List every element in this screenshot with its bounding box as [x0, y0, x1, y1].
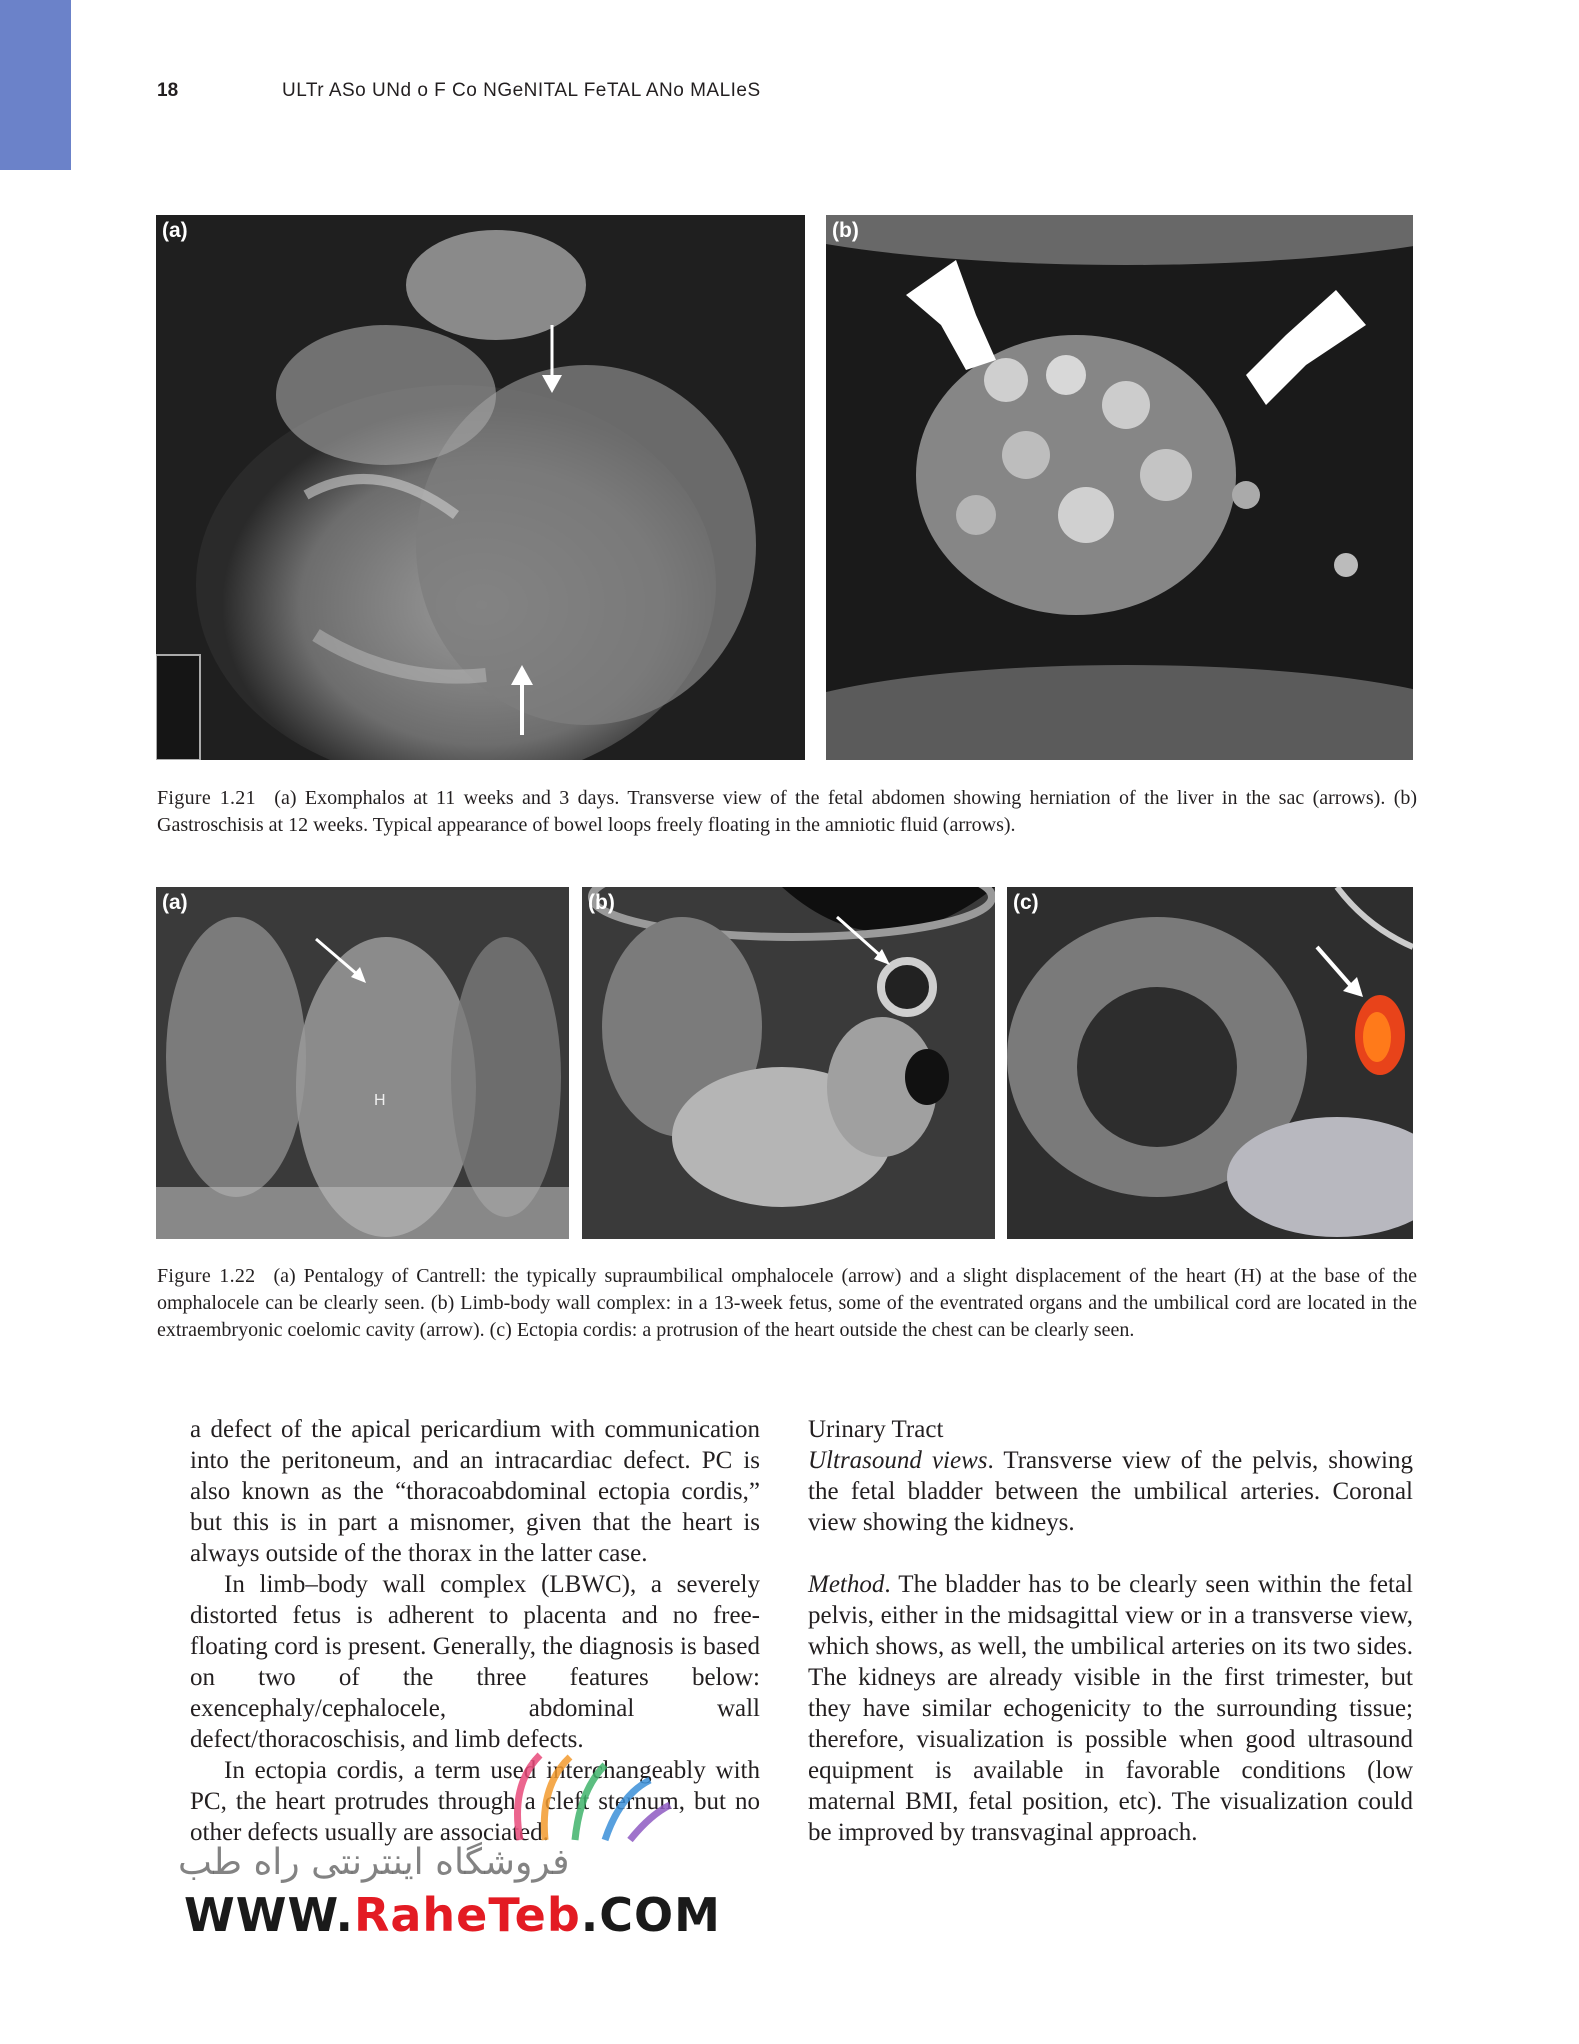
- watermark-url-suffix: .COM: [580, 1888, 721, 1942]
- panel-label: (a): [162, 219, 188, 242]
- heart-label: H: [374, 1092, 386, 1109]
- page-number: 18: [157, 80, 179, 101]
- paragraph: a defect of the apical pericardium with communication into the peritoneum, and an intracardiac defect. PC is also known as the “thoracoabdominal ectopia cordis,” but this is in part a misnomer, given that the heart is always outside of the thorax in the latter case.: [190, 1416, 760, 1567]
- paragraph: [808, 1445, 1413, 1538]
- chapter-tab: [0, 0, 71, 170]
- figure-label: Figure 1.21: [157, 787, 256, 809]
- run-in-heading: Method: [808, 1571, 885, 1598]
- watermark-url-prefix: WWW.: [184, 1888, 354, 1942]
- section-heading: Urinary Tract: [808, 1416, 944, 1443]
- paragraph-text: . Transverse view of the pelvis, showing the fetal bladder between the umbilical arteries. Coronal view showing the kidneys.: [808, 1447, 1414, 1536]
- paragraph: [808, 1569, 1413, 1848]
- right-column: [808, 1414, 1413, 1848]
- figure-1-22c-image: [1007, 887, 1413, 1239]
- figure-1-22a-image: [156, 887, 569, 1239]
- running-head: ULTr ASo UNd o F Co NGeNITAL FeTAL ANo MALIeS: [282, 80, 761, 101]
- watermark-persian: فروشگاه اینترنتی راه طب: [178, 1842, 570, 1883]
- panel-label: (b): [832, 219, 859, 242]
- watermark-url: [184, 1888, 721, 1942]
- caption-text: (a) Pentalogy of Cantrell: the typically supraumbilical omphalocele (arrow) and a slight displacement of the heart (H) at the base of the omphalocele can be clearly seen. (b) Limb-body wall complex: in a 13-week fetus, some of the eventrated organs and the umbilical cord are located in the extraembryonic coelomic cavity (arrow). (c) Ectopia cordis: a protrusion of the heart outside the chest can be clearly seen.: [157, 1265, 1417, 1341]
- panel-label: (b): [588, 891, 615, 914]
- paragraph-text: . The bladder has to be clearly seen within the fetal pelvis, either in the midsagittal view or in a transverse view, which shows, as well, the umbilical arteries on its two sides. The kidneys are already visible in the first trimester, but they have similar echogenicity to the surrounding tissue; therefore, visualization is possible when good ultrasound equipment is available in favorable conditions (low maternal BMI, fetal position, etc). The visualization could be improved by transvaginal approach.: [808, 1571, 1413, 1846]
- watermark-logo: [500, 1745, 675, 1845]
- watermark-url-brand: RaheTeb: [353, 1888, 581, 1942]
- panel-label: (c): [1013, 891, 1039, 914]
- run-in-heading: Ultrasound views: [808, 1447, 988, 1474]
- figure-1-21-caption: [157, 785, 1417, 839]
- figure-1-22-caption: [157, 1263, 1417, 1344]
- figure-1-21b-image: [826, 215, 1413, 760]
- panel-label: (a): [162, 891, 188, 914]
- figure-label: Figure 1.22: [157, 1265, 256, 1287]
- figure-1-22b-image: [582, 887, 995, 1239]
- paragraph: In limb–body wall complex (LBWC), a severely distorted fetus is adherent to placenta and no free-floating cord is present. Generally, the diagnosis is based on two of the three features below: exencephaly/cephalocele, abdominal wall defect/thoracoschisis, and limb defects.: [190, 1571, 760, 1753]
- caption-text: (a) Exomphalos at 11 weeks and 3 days. Transverse view of the fetal abdomen showing herniation of the liver in the sac (arrows). (b) Gastroschisis at 12 weeks. Typical appearance of bowel loops freely floating in the amniotic fluid (arrows).: [157, 787, 1418, 836]
- paragraph: In ectopia cordis, a term used interchangeably with PC, the heart protrudes through a cleft sternum, but no other defects usually are associated.: [190, 1757, 760, 1846]
- figure-1-21a-image: [156, 215, 805, 760]
